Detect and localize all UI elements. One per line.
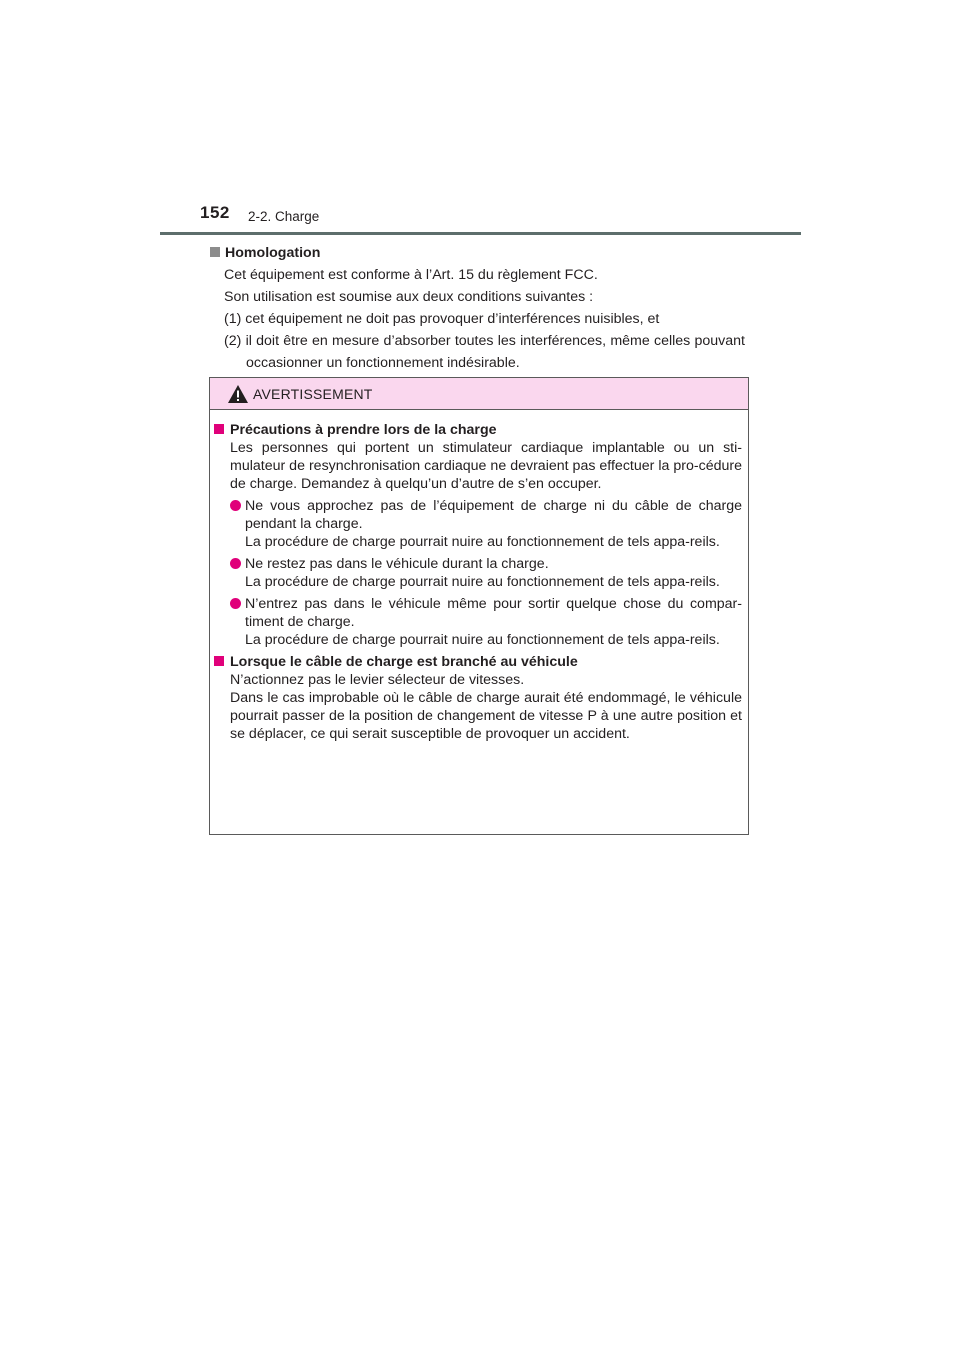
warning-section-2-line-2: Dans le cas improbable où le câble de charge aurait été endommagé, le véhicule pourrait passer de la position de changement de vitesse P à une autre position et se déplacer, ce qui serait susceptible de provoquer un accident.	[230, 690, 742, 742]
circle-bullet-icon	[230, 598, 241, 609]
square-bullet-icon	[214, 424, 224, 434]
homologation-section	[210, 242, 745, 374]
square-bullet-icon	[214, 656, 224, 666]
warning-body	[210, 410, 748, 743]
homologation-line-1: Cet équipement est conforme à l’Art. 15 du règlement FCC.	[224, 267, 598, 283]
warning-bullet-text: Ne vous approchez pas de l’équipement de charge ni du câble de charge pendant la charge.	[245, 498, 742, 532]
warning-section-1-heading	[214, 421, 742, 439]
homologation-title: Homologation	[225, 245, 321, 261]
warning-header	[210, 378, 748, 410]
warning-section-2-heading	[214, 653, 742, 671]
warning-triangle-icon	[227, 384, 249, 404]
warning-bullet	[214, 497, 742, 551]
warning-bullet	[214, 555, 742, 591]
warning-bullet	[214, 595, 742, 649]
homologation-heading	[210, 242, 745, 264]
circle-bullet-icon	[230, 558, 241, 569]
warning-bullet-detail: La procédure de charge pourrait nuire au fonctionnement de tels appa-reils.	[245, 534, 720, 550]
warning-title: AVERTISSEMENT	[253, 386, 373, 402]
warning-section-2-line-1: N’actionnez pas le levier sélecteur de vitesses.	[230, 672, 525, 688]
warning-section-1-intro: Les personnes qui portent un stimulateur cardiaque implantable ou un sti-mulateur de resynchronisation cardiaque ne devraient pas effectuer la pro-cédure de charge. Demandez à quelqu’un d’autre de s’en occuper.	[230, 440, 742, 492]
page-number: 152	[200, 203, 230, 222]
homologation-item-1: (1) cet équipement ne doit pas provoquer d’interférences nuisibles, et	[224, 311, 660, 327]
section-title: 2-2. Charge	[248, 209, 320, 224]
homologation-line-2: Son utilisation est soumise aux deux conditions suivantes :	[224, 289, 594, 305]
homologation-item-2: (2) il doit être en mesure d’absorber toutes les interférences, même celles pouvant occasionner un fonctionnement indésirable.	[224, 333, 745, 371]
warning-box	[209, 377, 749, 835]
warning-bullet-detail: La procédure de charge pourrait nuire au fonctionnement de tels appa-reils.	[245, 574, 720, 590]
warning-bullet-text: Ne restez pas dans le véhicule durant la charge.	[245, 556, 549, 572]
warning-bullet-detail: La procédure de charge pourrait nuire au fonctionnement de tels appa-reils.	[245, 632, 720, 648]
warning-section-1-title: Précautions à prendre lors de la charge	[230, 422, 497, 438]
warning-section-2-title: Lorsque le câble de charge est branché au véhicule	[230, 654, 578, 670]
header-rule	[160, 232, 801, 235]
warning-bullet-text: N’entrez pas dans le véhicule même pour sortir quelque chose du compar-timent de charge.	[245, 596, 742, 630]
square-bullet-icon	[210, 247, 220, 257]
circle-bullet-icon	[230, 500, 241, 511]
